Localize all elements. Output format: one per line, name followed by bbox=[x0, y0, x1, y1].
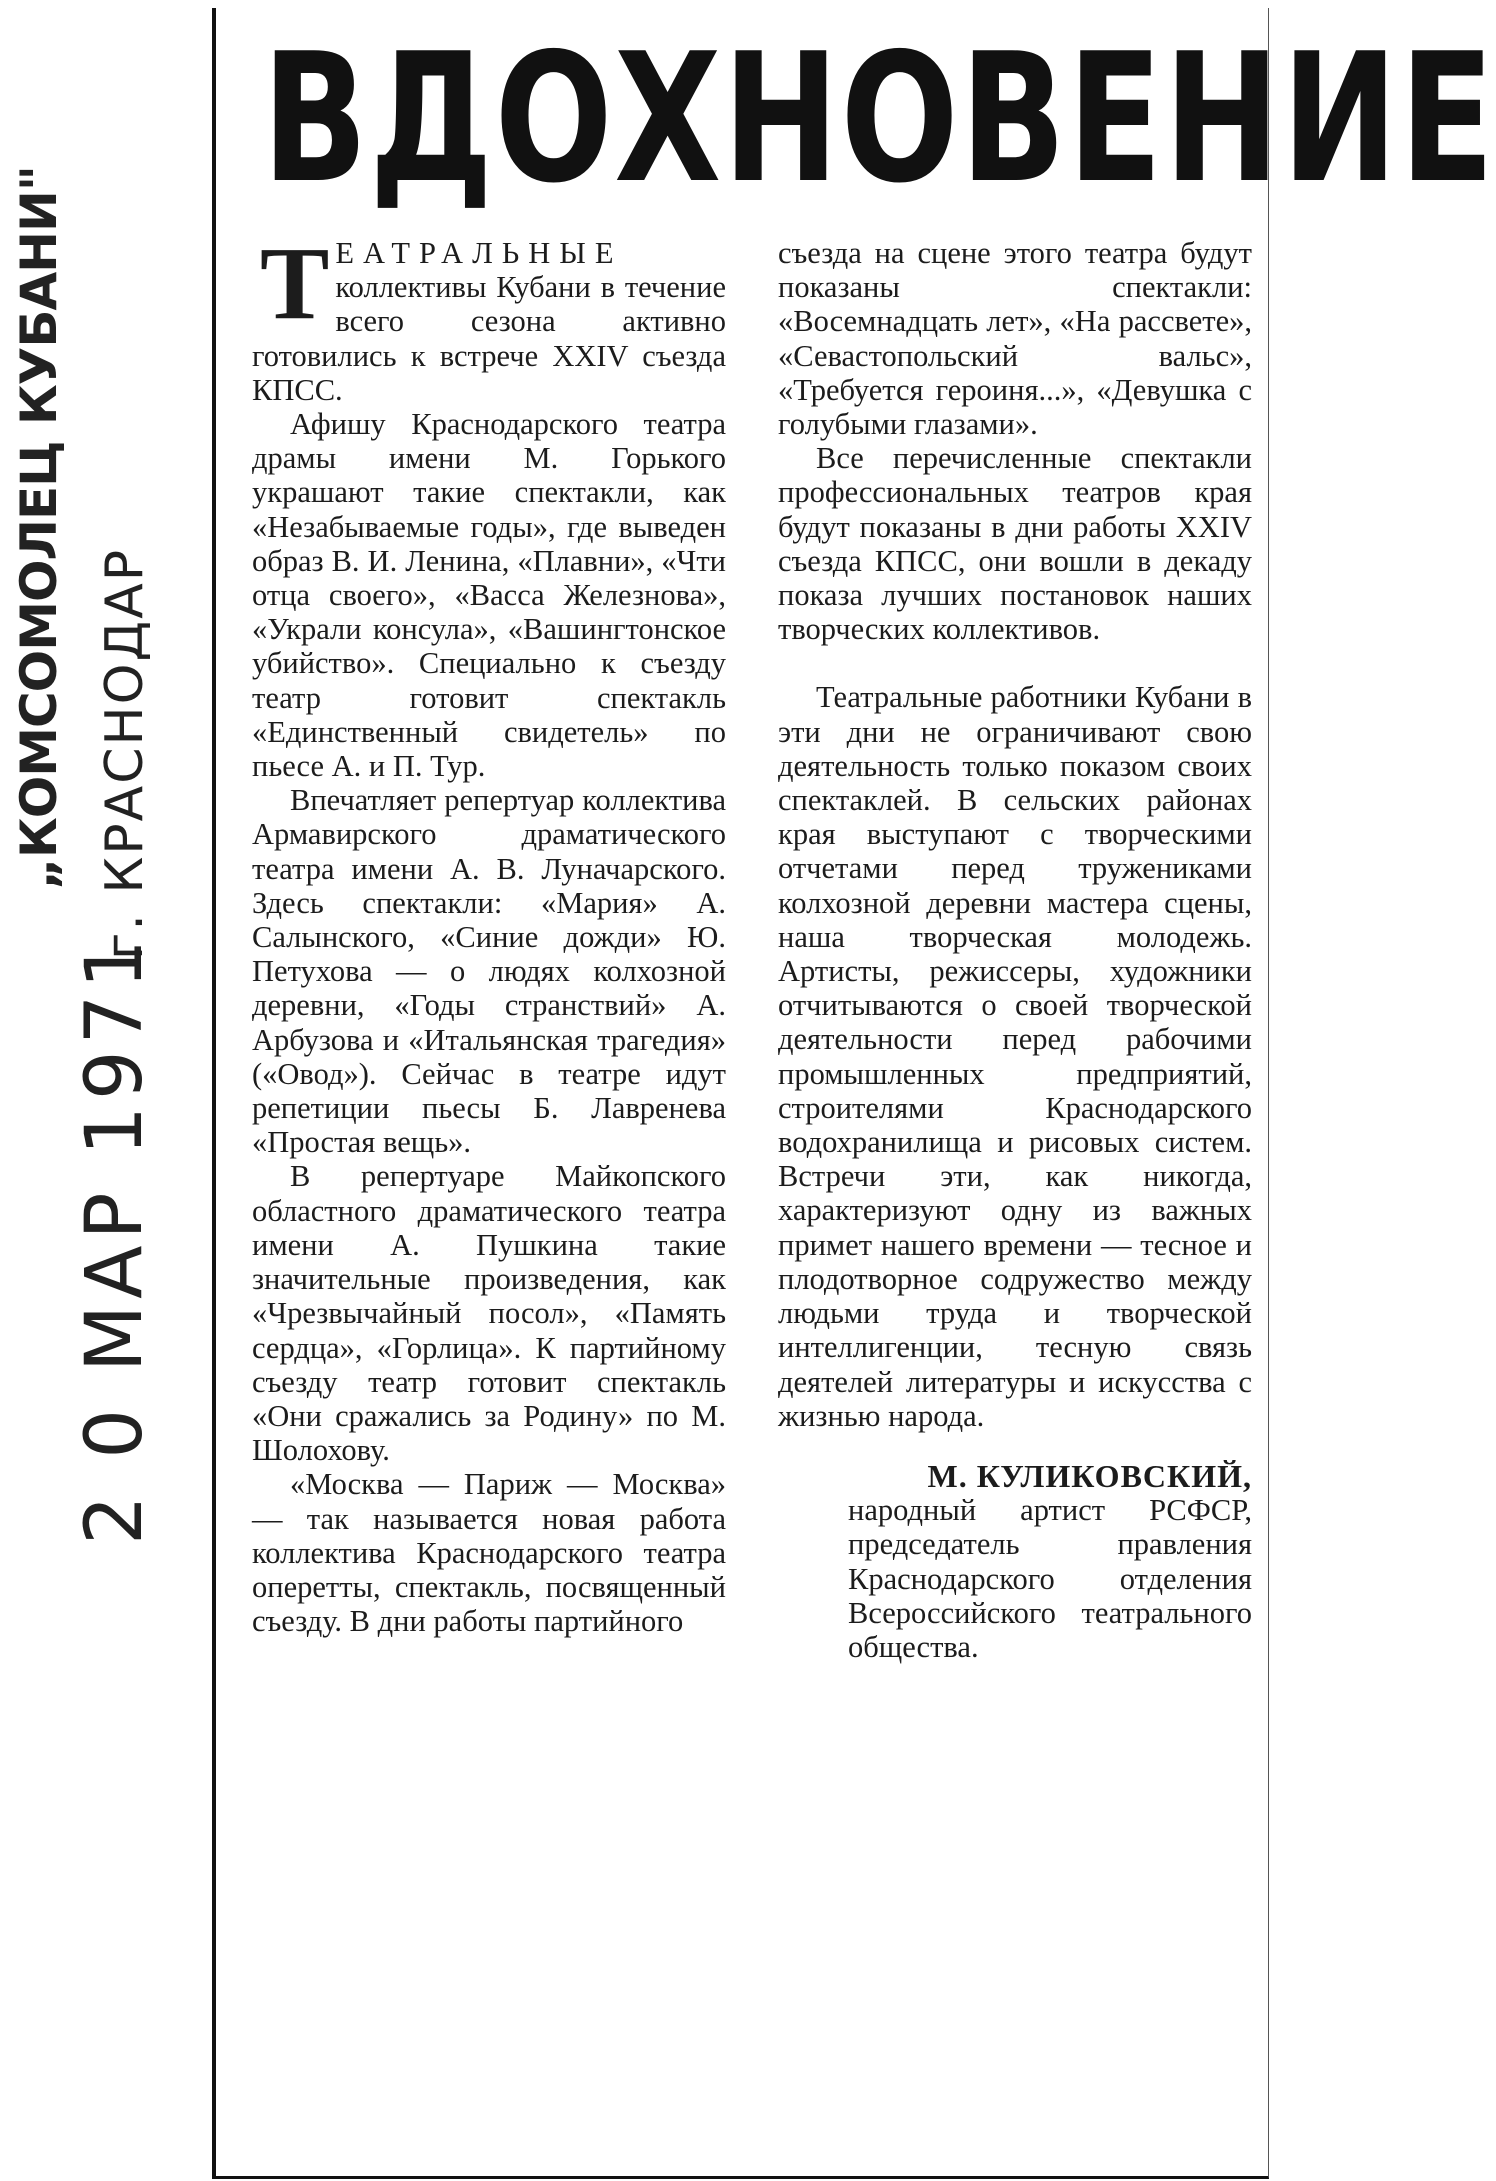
author-credits: народный артист РСФСР, председатель правления Краснодарского отделения Всероссийского театрального общества. bbox=[848, 1493, 1252, 1664]
author-signature bbox=[778, 1459, 1252, 1664]
paragraph: Афишу Краснодарского театра драмы имени М. Горького украшают такие спектакли, как «Незабываемые годы», где выведен образ В. И. Ленина, «Плавни», «Чти отца своего», «Васса Железнова», «Украли консула», «Вашингтонское убийство». Специально к съезду театр готовит спектакль «Единственный свидетель» по пьесе А. и П. Тур. bbox=[252, 407, 726, 784]
newspaper-stamp: „КОМСОМОЛЕЦ КУБАНИ" bbox=[10, 166, 68, 890]
article-headline: ВДОХНОВЕНИЕ bbox=[262, 15, 1496, 222]
author-name: М. КУЛИКОВСКИЙ, bbox=[927, 1457, 1252, 1494]
date-stamp: 2 0 МАР 1971 bbox=[70, 933, 160, 1545]
lead-paragraph bbox=[252, 226, 726, 407]
article-column-left bbox=[252, 226, 726, 1639]
paragraph: съезда на сцене этого театра будут показаны спектакли: «Восемнадцать лет», «На рассвете», «Севастопольский вальс», «Требуется героиня...», «Девушка с голубыми глазами». bbox=[778, 236, 1252, 442]
paragraph: Все перечисленные спектакли профессиональных театров края будут показаны в дни работы XXIV съезда КПСС, они вошли в декаду показа лучших постановок наших творческих коллективов. bbox=[778, 441, 1252, 647]
paragraph: В репертуаре Майкопского областного драматического театра имени А. Пушкина такие значительные произведения, как «Чрезвычайный посол», «Память сердца», «Горлица». К партийному съезду театр готовит спектакль «Они сражались за Родину» по М. Шолохову. bbox=[252, 1159, 726, 1468]
paragraph: «Москва — Париж — Москва» — так называется новая работа коллектива Краснодарского театра оперетты, спектакль, посвященный съезду. В дни работы партийного bbox=[252, 1467, 726, 1639]
city-stamp: г. КРАСНОДАР bbox=[95, 547, 155, 960]
lead-text: коллективы Кубани в течение всего сезона активно готовились к встрече XXIV съезда КПСС. bbox=[252, 270, 726, 407]
drop-cap: Т bbox=[260, 226, 330, 341]
paragraph: Театральные работники Кубани в эти дни не ограничивают свою деятельность только показом своих спектаклей. В сельских районах края выступают с творческими отчетами перед тружениками колхозной деревни мастера сцены, наша творческая молодежь. Артисты, режиссеры, художники отчитываются о своей творческой деятельности перед рабочими промышленных предприятий, строителями Краснодарского водохранилища и рисовых систем. Встречи эти, как никогда, характеризуют одну из важных примет нашего времени — тесное и плодотворное содружество между людьми труда и творческой интеллигенции, тесную связь деятелей литературы и искусства с жизнью народа. bbox=[778, 680, 1252, 1433]
paragraph: Впечатляет репертуар коллектива Армавирского драматического театра имени А. В. Луначарского. Здесь спектакли: «Мария» А. Салынского, «Синие дожди» Ю. Петухова — о людях колхозной деревни, «Годы странствий» А. Арбузова и «Итальянская трагедия» («Овод»). Сейчас в театре идут репетиции пьесы Б. Лавренева «Простая вещь». bbox=[252, 783, 726, 1160]
lead-caps: ЕАТРАЛЬНЫЕ bbox=[335, 236, 623, 270]
article-column-right bbox=[778, 236, 1252, 1664]
